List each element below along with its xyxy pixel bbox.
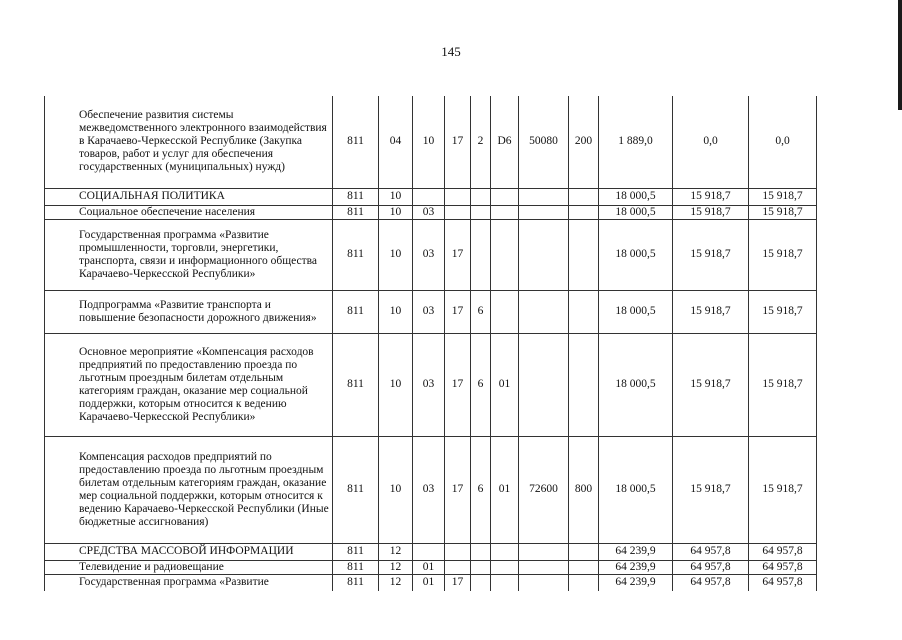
scan-edge-mark bbox=[898, 0, 902, 110]
amount-year-3-cell: 15 918,7 bbox=[749, 205, 817, 219]
table-row bbox=[45, 205, 817, 219]
section-code-cell: 10 bbox=[379, 290, 413, 333]
subsection-code-cell: 03 bbox=[413, 333, 445, 436]
amount-year-1-cell: 64 239,9 bbox=[599, 560, 673, 574]
row-name-cell: Телевидение и радиовещание bbox=[45, 560, 333, 574]
direction-code-cell bbox=[519, 290, 569, 333]
direction-code-cell: 72600 bbox=[519, 436, 569, 543]
subprogram-code-cell: 6 bbox=[471, 333, 491, 436]
table-row bbox=[45, 574, 817, 591]
amount-year-2-cell: 0,0 bbox=[673, 96, 749, 188]
chapter-code-cell: 811 bbox=[333, 290, 379, 333]
row-name-cell: Обеспечение развития системы межведомственного электронного взаимодействия в Карачаево-Черкесской Республике (Закупка товаров, работ и услуг для обеспечения государственных (муниципальных) нужд) bbox=[45, 96, 333, 188]
expense-type-code-cell bbox=[569, 205, 599, 219]
table-row bbox=[45, 333, 817, 436]
program-code-cell: 17 bbox=[445, 219, 471, 290]
amount-year-2-cell: 15 918,7 bbox=[673, 188, 749, 205]
section-code-cell: 10 bbox=[379, 219, 413, 290]
subprogram-code-cell bbox=[471, 543, 491, 560]
row-name-cell: Государственная программа «Развитие промышленности, торговли, энергетики, транспорта, связи и информационного общества Карачаево-Черкесской Республики» bbox=[45, 219, 333, 290]
subprogram-code-cell: 6 bbox=[471, 290, 491, 333]
subsection-code-cell: 10 bbox=[413, 96, 445, 188]
section-code-cell: 10 bbox=[379, 436, 413, 543]
subsection-code-cell: 03 bbox=[413, 290, 445, 333]
direction-code-cell bbox=[519, 219, 569, 290]
table-row bbox=[45, 436, 817, 543]
program-code-cell bbox=[445, 560, 471, 574]
program-code-cell: 17 bbox=[445, 96, 471, 188]
activity-code-cell bbox=[491, 543, 519, 560]
subprogram-code-cell bbox=[471, 188, 491, 205]
section-code-cell: 10 bbox=[379, 333, 413, 436]
amount-year-2-cell: 15 918,7 bbox=[673, 219, 749, 290]
expense-type-code-cell bbox=[569, 219, 599, 290]
activity-code-cell bbox=[491, 188, 519, 205]
program-code-cell: 17 bbox=[445, 436, 471, 543]
amount-year-1-cell: 18 000,5 bbox=[599, 290, 673, 333]
program-code-cell bbox=[445, 205, 471, 219]
chapter-code-cell: 811 bbox=[333, 188, 379, 205]
row-name-cell: Компенсация расходов предприятий по предоставлению проезда по льготным проездным билетам отдельным категориям граждан, оказание мер социальной поддержки, которым относится к ведению Карачаево-Черкесской Республики (Иные бюджетные ассигнования) bbox=[45, 436, 333, 543]
direction-code-cell bbox=[519, 188, 569, 205]
table-row bbox=[45, 96, 817, 188]
table-body bbox=[45, 96, 817, 591]
expense-type-code-cell: 200 bbox=[569, 96, 599, 188]
section-code-cell: 10 bbox=[379, 205, 413, 219]
amount-year-1-cell: 18 000,5 bbox=[599, 219, 673, 290]
amount-year-1-cell: 18 000,5 bbox=[599, 333, 673, 436]
chapter-code-cell: 811 bbox=[333, 574, 379, 591]
row-name-cell: Социальное обеспечение населения bbox=[45, 205, 333, 219]
activity-code-cell: 01 bbox=[491, 333, 519, 436]
amount-year-3-cell: 15 918,7 bbox=[749, 436, 817, 543]
expense-type-code-cell: 800 bbox=[569, 436, 599, 543]
subsection-code-cell bbox=[413, 188, 445, 205]
subprogram-code-cell: 6 bbox=[471, 436, 491, 543]
direction-code-cell bbox=[519, 205, 569, 219]
row-name-cell: Подпрограмма «Развитие транспорта и повышение безопасности дорожного движения» bbox=[45, 290, 333, 333]
amount-year-2-cell: 64 957,8 bbox=[673, 560, 749, 574]
amount-year-3-cell: 64 957,8 bbox=[749, 560, 817, 574]
subsection-code-cell: 03 bbox=[413, 205, 445, 219]
program-code-cell bbox=[445, 543, 471, 560]
section-code-cell: 12 bbox=[379, 560, 413, 574]
program-code-cell: 17 bbox=[445, 290, 471, 333]
amount-year-1-cell: 18 000,5 bbox=[599, 436, 673, 543]
activity-code-cell bbox=[491, 574, 519, 591]
section-code-cell: 04 bbox=[379, 96, 413, 188]
amount-year-1-cell: 18 000,5 bbox=[599, 205, 673, 219]
table-row bbox=[45, 290, 817, 333]
amount-year-3-cell: 15 918,7 bbox=[749, 333, 817, 436]
amount-year-3-cell: 15 918,7 bbox=[749, 188, 817, 205]
chapter-code-cell: 811 bbox=[333, 96, 379, 188]
amount-year-1-cell: 18 000,5 bbox=[599, 188, 673, 205]
row-name-cell: СОЦИАЛЬНАЯ ПОЛИТИКА bbox=[45, 188, 333, 205]
subsection-code-cell: 01 bbox=[413, 560, 445, 574]
amount-year-2-cell: 64 957,8 bbox=[673, 574, 749, 591]
table-row bbox=[45, 560, 817, 574]
direction-code-cell: 50080 bbox=[519, 96, 569, 188]
chapter-code-cell: 811 bbox=[333, 560, 379, 574]
subprogram-code-cell bbox=[471, 574, 491, 591]
amount-year-2-cell: 15 918,7 bbox=[673, 290, 749, 333]
activity-code-cell bbox=[491, 219, 519, 290]
page-number: 145 bbox=[441, 44, 461, 59]
amount-year-1-cell: 1 889,0 bbox=[599, 96, 673, 188]
amount-year-2-cell: 15 918,7 bbox=[673, 436, 749, 543]
activity-code-cell bbox=[491, 205, 519, 219]
amount-year-3-cell: 15 918,7 bbox=[749, 290, 817, 333]
amount-year-2-cell: 15 918,7 bbox=[673, 333, 749, 436]
expense-type-code-cell bbox=[569, 560, 599, 574]
activity-code-cell: D6 bbox=[491, 96, 519, 188]
chapter-code-cell: 811 bbox=[333, 333, 379, 436]
program-code-cell: 17 bbox=[445, 333, 471, 436]
subsection-code-cell: 03 bbox=[413, 219, 445, 290]
row-name-cell: Основное мероприятие «Компенсация расходов предприятий по предоставлению проезда по льготным проездным билетам отдельным категориям граждан, оказание мер социальной поддержки, которым относится к ведению Карачаево-Черкесской Республики» bbox=[45, 333, 333, 436]
subsection-code-cell: 03 bbox=[413, 436, 445, 543]
subprogram-code-cell bbox=[471, 205, 491, 219]
subprogram-code-cell bbox=[471, 219, 491, 290]
section-code-cell: 12 bbox=[379, 574, 413, 591]
amount-year-1-cell: 64 239,9 bbox=[599, 543, 673, 560]
amount-year-3-cell: 64 957,8 bbox=[749, 543, 817, 560]
table-row bbox=[45, 219, 817, 290]
subprogram-code-cell: 2 bbox=[471, 96, 491, 188]
expense-type-code-cell bbox=[569, 574, 599, 591]
amount-year-3-cell: 64 957,8 bbox=[749, 574, 817, 591]
chapter-code-cell: 811 bbox=[333, 543, 379, 560]
direction-code-cell bbox=[519, 560, 569, 574]
amount-year-2-cell: 15 918,7 bbox=[673, 205, 749, 219]
expense-type-code-cell bbox=[569, 543, 599, 560]
program-code-cell bbox=[445, 188, 471, 205]
program-code-cell: 17 bbox=[445, 574, 471, 591]
section-code-cell: 12 bbox=[379, 543, 413, 560]
table-row bbox=[45, 543, 817, 560]
subsection-code-cell: 01 bbox=[413, 574, 445, 591]
expense-type-code-cell bbox=[569, 333, 599, 436]
subsection-code-cell bbox=[413, 543, 445, 560]
row-name-cell: СРЕДСТВА МАССОВОЙ ИНФОРМАЦИИ bbox=[45, 543, 333, 560]
chapter-code-cell: 811 bbox=[333, 219, 379, 290]
amount-year-1-cell: 64 239,9 bbox=[599, 574, 673, 591]
activity-code-cell bbox=[491, 560, 519, 574]
activity-code-cell bbox=[491, 290, 519, 333]
expense-type-code-cell bbox=[569, 290, 599, 333]
chapter-code-cell: 811 bbox=[333, 205, 379, 219]
amount-year-3-cell: 0,0 bbox=[749, 96, 817, 188]
table-row bbox=[45, 188, 817, 205]
row-name-cell: Государственная программа «Развитие bbox=[45, 574, 333, 591]
direction-code-cell bbox=[519, 543, 569, 560]
expense-type-code-cell bbox=[569, 188, 599, 205]
direction-code-cell bbox=[519, 574, 569, 591]
amount-year-3-cell: 15 918,7 bbox=[749, 219, 817, 290]
activity-code-cell: 01 bbox=[491, 436, 519, 543]
subprogram-code-cell bbox=[471, 560, 491, 574]
amount-year-2-cell: 64 957,8 bbox=[673, 543, 749, 560]
budget-table bbox=[44, 96, 817, 591]
chapter-code-cell: 811 bbox=[333, 436, 379, 543]
section-code-cell: 10 bbox=[379, 188, 413, 205]
direction-code-cell bbox=[519, 333, 569, 436]
